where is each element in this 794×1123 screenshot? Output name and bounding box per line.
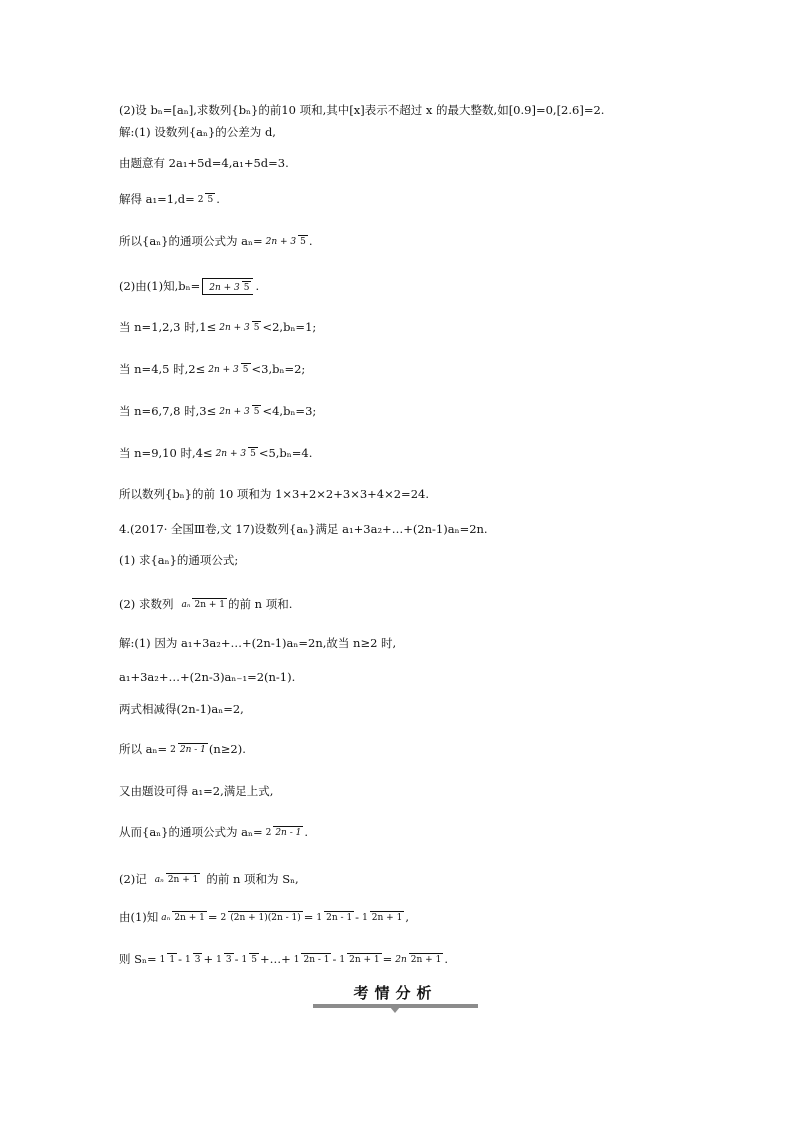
text: 当 n=9,10 时,4≤ (119, 446, 213, 460)
text: , (405, 910, 409, 924)
text-line (119, 234, 313, 248)
text: (1) 求{aₙ}的通项公式; (119, 553, 239, 567)
text: (2)由(1)知,bₙ= (119, 279, 201, 294)
fraction: 1 2n + 1 (362, 912, 403, 923)
fraction: 2 5 (197, 194, 214, 205)
text-line (119, 702, 244, 716)
fraction: 2n + 3 5 (219, 322, 260, 333)
text: - (178, 952, 183, 966)
text-line (119, 784, 273, 798)
text-line (119, 872, 299, 886)
text: 4.(2017· 全国Ⅲ卷,文 17)设数列{aₙ}满足 a₁+3a₂+…+(2n-1)aₙ=2n. (119, 522, 488, 536)
text: 由(1)知 (119, 910, 159, 924)
section-banner (313, 982, 478, 1012)
text: = (303, 910, 314, 924)
text: . (216, 192, 220, 206)
fraction: 2 2n - 1 (170, 744, 206, 755)
text: 当 n=6,7,8 时,3≤ (119, 404, 217, 418)
fraction: 1 3 (185, 954, 201, 965)
text: - (355, 910, 360, 924)
text-line (119, 910, 409, 924)
text: 解:(1) 因为 a₁+3a₂+…+(2n-1)aₙ=2n,故当 n≥2 时, (119, 636, 397, 650)
fraction: 2 (2n + 1)(2n - 1) (220, 912, 301, 923)
text: (2)设 bₙ=[aₙ],求数列{bₙ}的前10 项和,其中[x]表示不超过 x 的最大整数,如[0.9]=0,[2.6]=2. (119, 103, 605, 117)
text: a₁+3a₂+…+(2n-3)aₙ₋₁=2(n-1). (119, 670, 296, 684)
text: 则 Sₙ= (119, 952, 157, 966)
fraction: 1 2n - 1 (293, 954, 330, 965)
text: <3,bₙ=2; (251, 362, 306, 376)
text: (2)记 (119, 872, 147, 886)
text-line (119, 597, 292, 611)
text: 从而{aₙ}的通项公式为 aₙ= (119, 825, 263, 839)
text: 由题意有 2a₁+5d=4,a₁+5d=3. (119, 156, 289, 170)
text-line (119, 446, 312, 460)
text: 解得 a₁=1,d= (119, 192, 195, 206)
triangle-down-icon (390, 1007, 400, 1013)
text: (n≥2). (208, 742, 246, 756)
text-line (119, 103, 604, 117)
fraction: aₙ 2n + 1 (161, 912, 205, 923)
text: 解:(1) 设数列{aₙ}的公差为 d, (119, 125, 276, 139)
fraction: 2n + 3 5 (219, 406, 260, 417)
text: . (308, 234, 313, 248)
text-line (119, 952, 448, 966)
fraction: 1 1 (159, 954, 176, 965)
text-line (119, 553, 238, 567)
text: - (332, 952, 337, 966)
text: = (382, 952, 393, 966)
fraction: 2n + 3 5 (209, 282, 250, 293)
text: (2) 求数列 (119, 597, 174, 611)
text-line (119, 156, 289, 170)
section-title: 考情分析 (353, 984, 438, 1002)
fraction: 1 2n - 1 (316, 912, 353, 923)
fraction: aₙ 2n + 1 (154, 874, 199, 885)
text: 两式相减得(2n-1)aₙ=2, (119, 702, 244, 716)
text: . (444, 952, 448, 966)
text-line (119, 522, 488, 536)
fraction: aₙ 2n + 1 (181, 599, 225, 610)
text-line (119, 636, 396, 650)
text-line (119, 320, 316, 334)
text: 又由题设可得 a₁=2,满足上式, (119, 784, 274, 798)
text: + (203, 952, 214, 966)
text: <2,bₙ=1; (262, 320, 317, 334)
text: - (234, 952, 239, 966)
text: 当 n=4,5 时,2≤ (119, 362, 206, 376)
text: 当 n=1,2,3 时,1≤ (119, 320, 217, 334)
text-line (119, 192, 220, 206)
fraction: 2n 2n + 1 (395, 954, 442, 965)
text: 所以{aₙ}的通项公式为 aₙ= (119, 234, 263, 248)
text: 所以数列{bₙ}的前 10 项和为 1×3+2×2+3×3+4×2=24. (119, 487, 429, 501)
text: +…+ (259, 952, 291, 966)
text-line (119, 742, 246, 756)
floor-bracket (202, 278, 253, 295)
text: 的前 n 项和为 Sₙ, (206, 872, 299, 886)
fraction: 1 3 (216, 954, 232, 965)
text: 所以 aₙ= (119, 742, 168, 756)
text: = (207, 910, 218, 924)
text: <5,bₙ=4. (258, 446, 313, 460)
fraction: 2n + 3 5 (265, 236, 306, 247)
fraction: 1 2n + 1 (339, 954, 380, 965)
text: . (304, 825, 308, 839)
text: 的前 n 项和. (227, 597, 293, 611)
text: . (255, 279, 260, 294)
text-line (119, 487, 429, 501)
fraction: 2n + 3 5 (208, 364, 249, 375)
text-line (119, 125, 276, 139)
text-line (119, 670, 295, 684)
fraction: 1 5 (241, 954, 257, 965)
text-line (119, 404, 316, 418)
fraction: 2n + 3 5 (215, 448, 256, 459)
text-line (119, 278, 259, 295)
fraction: 2 2n - 1 (265, 827, 302, 838)
text-line (119, 362, 305, 376)
text-line (119, 825, 308, 839)
text: <4,bₙ=3; (262, 404, 317, 418)
